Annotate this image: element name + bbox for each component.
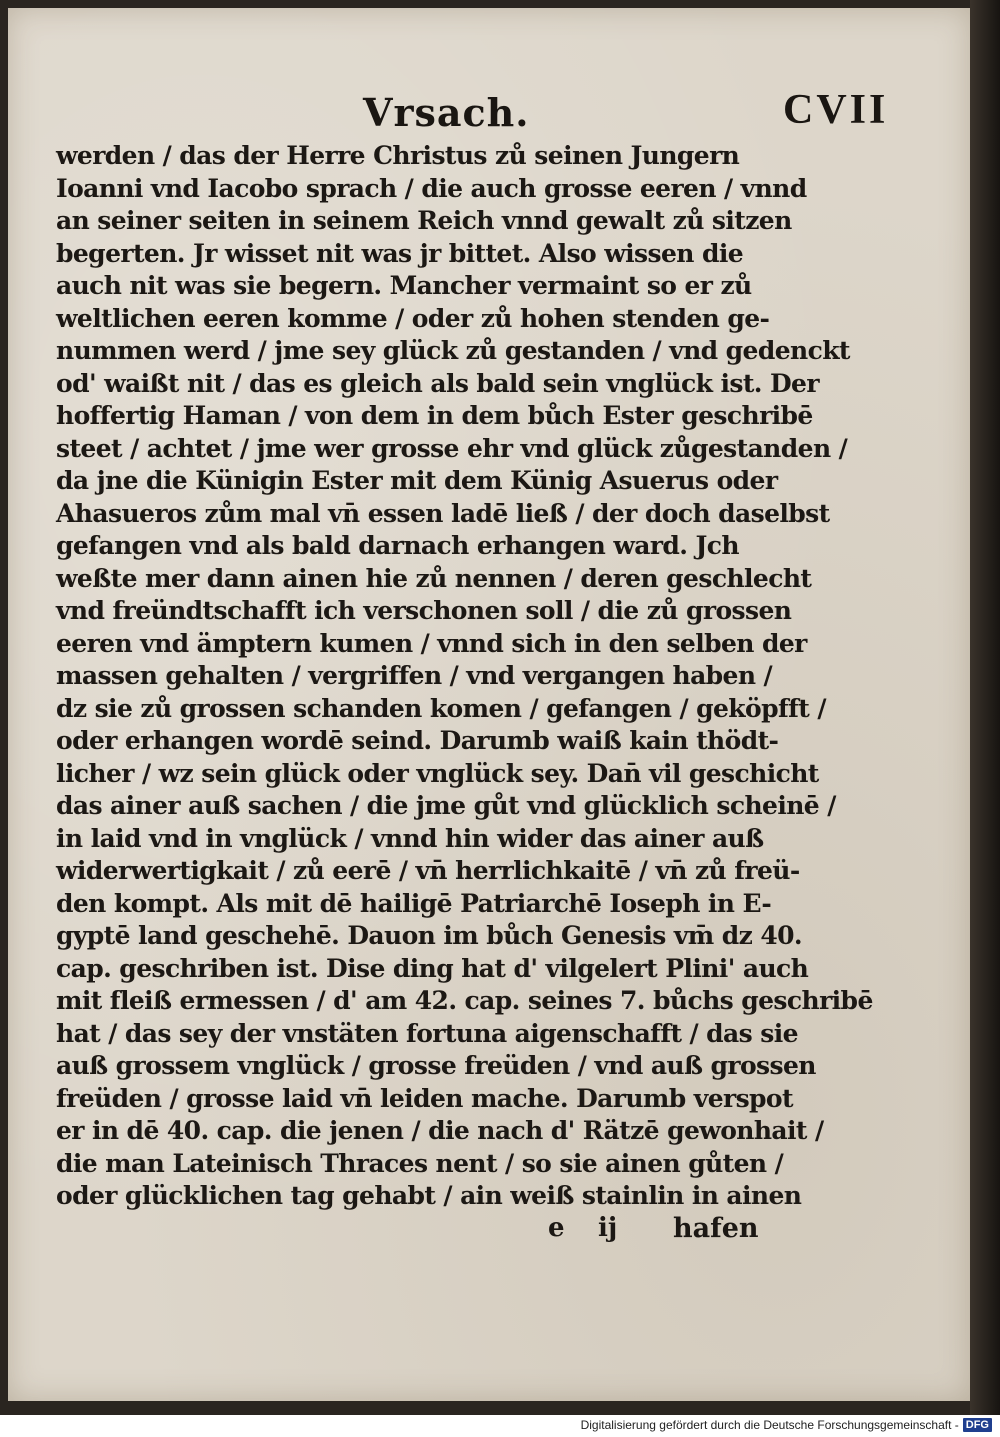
text-line: weltlichen eeren komme / oder zů hohen stenden ge- <box>56 303 770 333</box>
signature-mark: e <box>548 1213 565 1243</box>
text-line: Ahasueros zům mal vn̄ essen ladē ließ / der doch daselbst <box>56 498 830 528</box>
text-line: auß grossem vnglück / grosse freüden / vnd auß grossen <box>56 1051 816 1080</box>
text-line: gefangen vnd als bald darnach erhangen ward. Jch <box>56 531 739 560</box>
signature-number: ij <box>598 1213 618 1243</box>
text-line: er in dē 40. cap. die jenen / die nach d' Rätzē gewonhait / <box>56 1116 824 1145</box>
text-line: die man Lateinisch Thraces nent / so sie ainen gůten / <box>56 1148 784 1178</box>
text-line: steet / achtet / jme wer grosse ehr vnd glück zůgestanden / <box>56 433 848 463</box>
text-line: begerten. Jr wisset nit was jr bittet. Also wissen die <box>56 238 744 268</box>
text-line: hoffertig Haman / von dem in dem bůch Ester geschribē <box>56 401 813 430</box>
folio-number: CVII <box>783 87 889 133</box>
text-line: in laid vnd in vnglück / vnnd hin wider das ainer auß <box>56 823 764 853</box>
text-line: dz sie zů grossen schanden komen / gefangen / geköpfft / <box>56 693 826 723</box>
catchword: hafen <box>673 1213 759 1244</box>
text-line: eeren vnd ämptern kumen / vnnd sich in den selben der <box>56 628 807 658</box>
dfg-logo-icon: DFG <box>963 1418 992 1432</box>
text-line: werden / das der Herre Christus zů seinen Jungern <box>56 141 740 170</box>
running-head: Vrsach. <box>363 90 530 135</box>
text-line: auch nit was sie begern. Mancher vermaint so er zů <box>56 271 752 300</box>
text-line: hat / das sey der vnstäten fortuna aigenschafft / das sie <box>56 1018 798 1048</box>
text-line: das ainer auß sachen / die jme gůt vnd glücklich scheinē / <box>56 791 836 820</box>
text-line: Ioanni vnd Iacobo sprach / die auch grosse eeren / vnnd <box>56 173 807 203</box>
text-line: cap. geschriben ist. Dise ding hat d' vilgelert Plini' auch <box>56 953 809 983</box>
text-line: vnd freündtschafft ich verschonen soll / die zů grossen <box>56 596 792 625</box>
text-line: den kompt. Als mit dē hailigē Patriarchē Ioseph in E- <box>56 888 772 918</box>
text-line: massen gehalten / vergriffen / vnd vergangen haben / <box>56 661 773 690</box>
text-line: weßte mer dann ainen hie zů nennen / deren geschlecht <box>56 563 812 593</box>
text-line: mit fleiß ermessen / d' am 42. cap. seines 7. bůchs geschribē <box>56 986 873 1015</box>
footer-credit <box>581 1418 992 1432</box>
text-line: gyptē land geschehē. Dauon im bůch Genesis vm̄ dz 40. <box>56 921 803 950</box>
text-line: da jne die Künigin Ester mit dem Künig Asuerus oder <box>56 466 778 495</box>
text-line: an seiner seiten in seinem Reich vnnd gewalt zů sitzen <box>56 206 792 235</box>
text-block <box>56 140 873 1213</box>
text-line: od' waißt nit / das es gleich als bald sein vnglück ist. Der <box>56 368 819 398</box>
text-line: widerwertigkait / zů eerē / vn̄ herrlichkaitē / vn̄ zů freü- <box>56 856 800 885</box>
text-line: nummen werd / jme sey glück zů gestanden / vnd gedenckt <box>56 336 850 365</box>
text-line: oder glücklichen tag gehabt / ain weiß stainlin in ainen <box>56 1181 802 1210</box>
text-line: oder erhangen wordē seind. Darumb waiß kain thödt- <box>56 726 779 755</box>
page-edge-shadow <box>970 0 1000 1415</box>
book-page <box>8 8 970 1401</box>
text-line: freüden / grosse laid vn̄ leiden mache. Darumb verspot <box>56 1083 793 1113</box>
footer-text: Digitalisierung gefördert durch die Deutsche Forschungsgemeinschaft - <box>580 1418 959 1432</box>
text-line: licher / wz sein glück oder vnglück sey. Dan̄ vil geschicht <box>56 758 819 788</box>
